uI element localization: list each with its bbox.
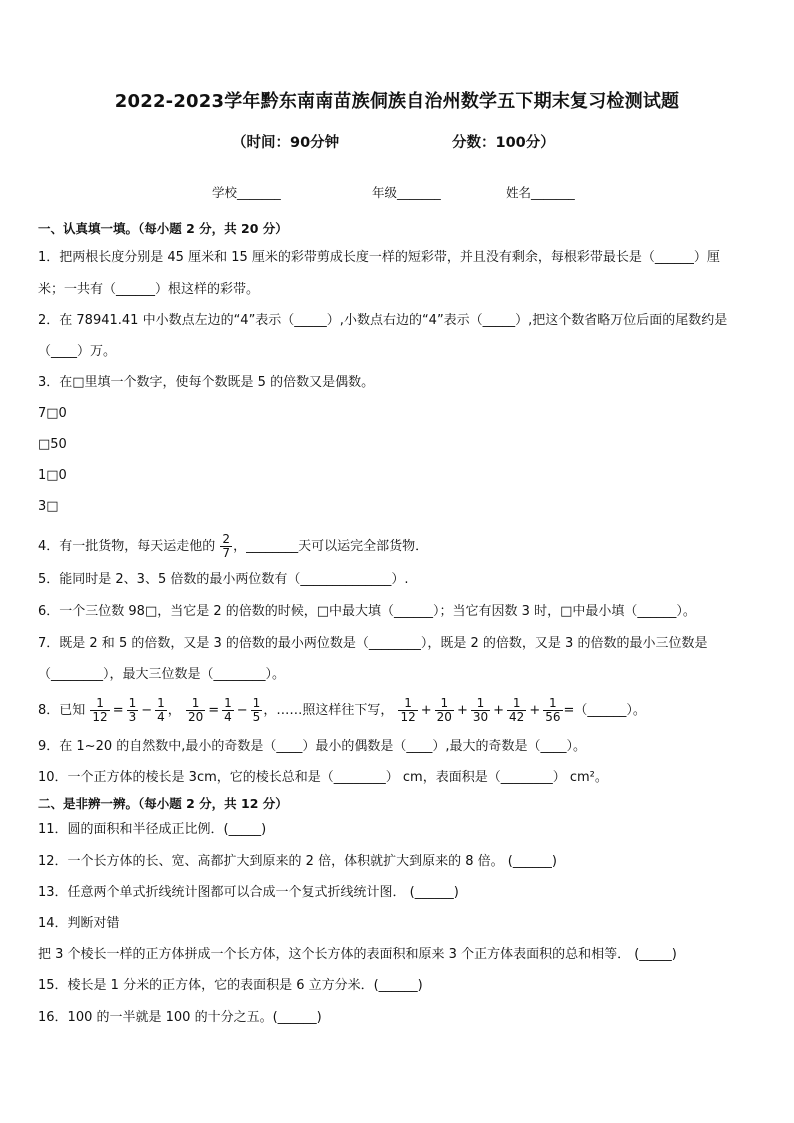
- question-3-item: 7□0: [38, 406, 67, 421]
- question-3-item: □50: [38, 437, 67, 452]
- numerator: 1: [186, 697, 205, 711]
- numerator: 2: [222, 532, 231, 546]
- question-2-line-1: 2．在 78941.41 中小数点左边的“4”表示（_____）,小数点右边的“4”表示（_____）,把这个数省略万位后面的尾数约是: [38, 313, 728, 328]
- fraction: [186, 697, 205, 724]
- question-8: 8．已知 $\frac{1}{12}$ = $\frac{1}{3}$ − $\frac{1}{4}$ ， $\frac{1}{20}$ = $\frac{1}{4}$ − $\frac{1}{5}$ ，……照这样往下写， $\frac{1}{12}$ + $\frac{1}{20}$ + $\frac{1}{30}$ + $\frac{1}{42}$ + $\frac{1}{56}$ =（______）。: [38, 696, 646, 724]
- fraction: [90, 697, 109, 724]
- score-label: 分数：100分）: [452, 135, 555, 151]
- question-4: [38, 533, 428, 560]
- equals-sign: =: [112, 703, 124, 718]
- question-3-item: 3□: [38, 499, 59, 514]
- question-1-line-2: 米；一共有（______）根这样的彩带。: [38, 282, 260, 297]
- fraction: [251, 697, 263, 724]
- numerator: 1: [543, 697, 562, 711]
- question-3: 3．在□里填一个数字，使每个数既是 5 的倍数又是偶数。: [38, 375, 375, 390]
- question-9: 9．在 1~20 的自然数中,最小的奇数是（____）最小的偶数是（____）,最大的奇数是（____）。: [38, 739, 587, 754]
- question-3-item: 1□0: [38, 468, 67, 483]
- numerator: 1: [90, 697, 109, 711]
- question-8-tail: =（______）。: [563, 703, 646, 718]
- question-5: 5．能同时是 2、3、5 倍数的最小两位数有（______________）.: [38, 572, 409, 587]
- denominator: 5: [252, 710, 261, 724]
- denominator: 12: [92, 710, 108, 724]
- question-11: 11．圆的面积和半径成正比例．(_____): [38, 822, 267, 837]
- fraction: [155, 697, 167, 724]
- denominator: 7: [222, 546, 231, 560]
- fraction: [127, 697, 139, 724]
- grade-field: 年级_______: [372, 185, 441, 200]
- fraction: [398, 697, 417, 724]
- numerator: 1: [507, 697, 526, 711]
- equals-sign: =: [208, 703, 220, 718]
- numerator: 1: [224, 696, 232, 710]
- name-field: 姓名_______: [506, 185, 575, 200]
- fraction: [435, 697, 454, 724]
- fraction: [543, 697, 562, 724]
- question-8-text: 8．已知: [38, 703, 86, 718]
- denominator: 30: [472, 710, 489, 724]
- numerator: 1: [252, 696, 261, 710]
- numerator: 1: [471, 697, 490, 711]
- numerator: 1: [435, 697, 454, 711]
- denominator: 20: [187, 710, 204, 724]
- section-1-heading: 一、认真填一填。（每小题 2 分，共 20 分）: [38, 221, 288, 236]
- fraction: [220, 533, 232, 560]
- question-14: 14．判断对错: [38, 916, 120, 931]
- question-16: 16．100 的一半就是 100 的十分之五。(______): [38, 1010, 322, 1025]
- minus-sign: −: [236, 703, 248, 718]
- question-6: 6．一个三位数 98□，当它是 2 的倍数的时候，□中最大填（______）；当它有因数 3 时，□中最小填（______）。: [38, 604, 696, 619]
- question-8-mid: ，……照这样往下写，: [263, 703, 394, 718]
- page-title: 2022-2023学年黔东南南苗族侗族自治州数学五下期末复习检测试题: [114, 91, 680, 112]
- question-15: 15．棱长是 1 分米的正方体，它的表面积是 6 立方分米．(______): [38, 978, 423, 993]
- denominator: 12: [400, 710, 416, 724]
- question-12: 12．一个长方体的长、宽、高都扩大到原来的 2 倍，体积就扩大到原来的 8 倍。 (______): [38, 854, 557, 869]
- fraction: [222, 697, 234, 724]
- section-2-heading: 二、是非辨一辨。（每小题 2 分，共 12 分）: [38, 796, 288, 811]
- question-7-line-2: （________），最大三位数是（________）。: [38, 667, 286, 682]
- fraction: [471, 697, 490, 724]
- question-10: 10．一个正方体的棱长是 3cm，它的棱长总和是（________） cm，表面积是（________） cm²。: [38, 770, 608, 785]
- denominator: 42: [509, 710, 525, 724]
- denominator: 4: [157, 710, 165, 724]
- numerator: 1: [157, 696, 165, 710]
- question-13: 13．任意两个单式折线统计图都可以合成一个复式折线统计图． (______): [38, 885, 459, 900]
- denominator: 20: [436, 710, 452, 724]
- question-2-line-2: （____）万。: [38, 344, 117, 359]
- fraction: [507, 697, 526, 724]
- numerator: 1: [128, 696, 137, 710]
- denominator: 4: [224, 710, 232, 724]
- question-4-tail: ，________天可以运完全部货物．: [233, 539, 429, 554]
- denominator: 56: [545, 710, 561, 724]
- minus-sign: −: [141, 703, 153, 718]
- time-label: （时间：90分钟: [232, 135, 340, 151]
- question-1-line-1: 1．把两根长度分别是 45 厘米和 15 厘米的彩带剪成长度一样的短彩带，并且没有剩余，每根彩带最长是（______）厘: [38, 250, 720, 265]
- denominator: 3: [128, 710, 137, 724]
- school-field: 学校_______: [212, 185, 281, 200]
- question-7-line-1: 7．既是 2 和 5 的倍数，又是 3 的倍数的最小两位数是（________），既是 2 的倍数，又是 3 的倍数的最小三位数是: [38, 636, 708, 651]
- question-4-text: 4．有一批货物，每天运走他的: [38, 539, 216, 554]
- question-14-statement: 把 3 个棱长一样的正方体拼成一个长方体，这个长方体的表面积和原来 3 个正方体表面积的总和相等． (_____): [38, 947, 677, 962]
- numerator: 1: [398, 697, 417, 711]
